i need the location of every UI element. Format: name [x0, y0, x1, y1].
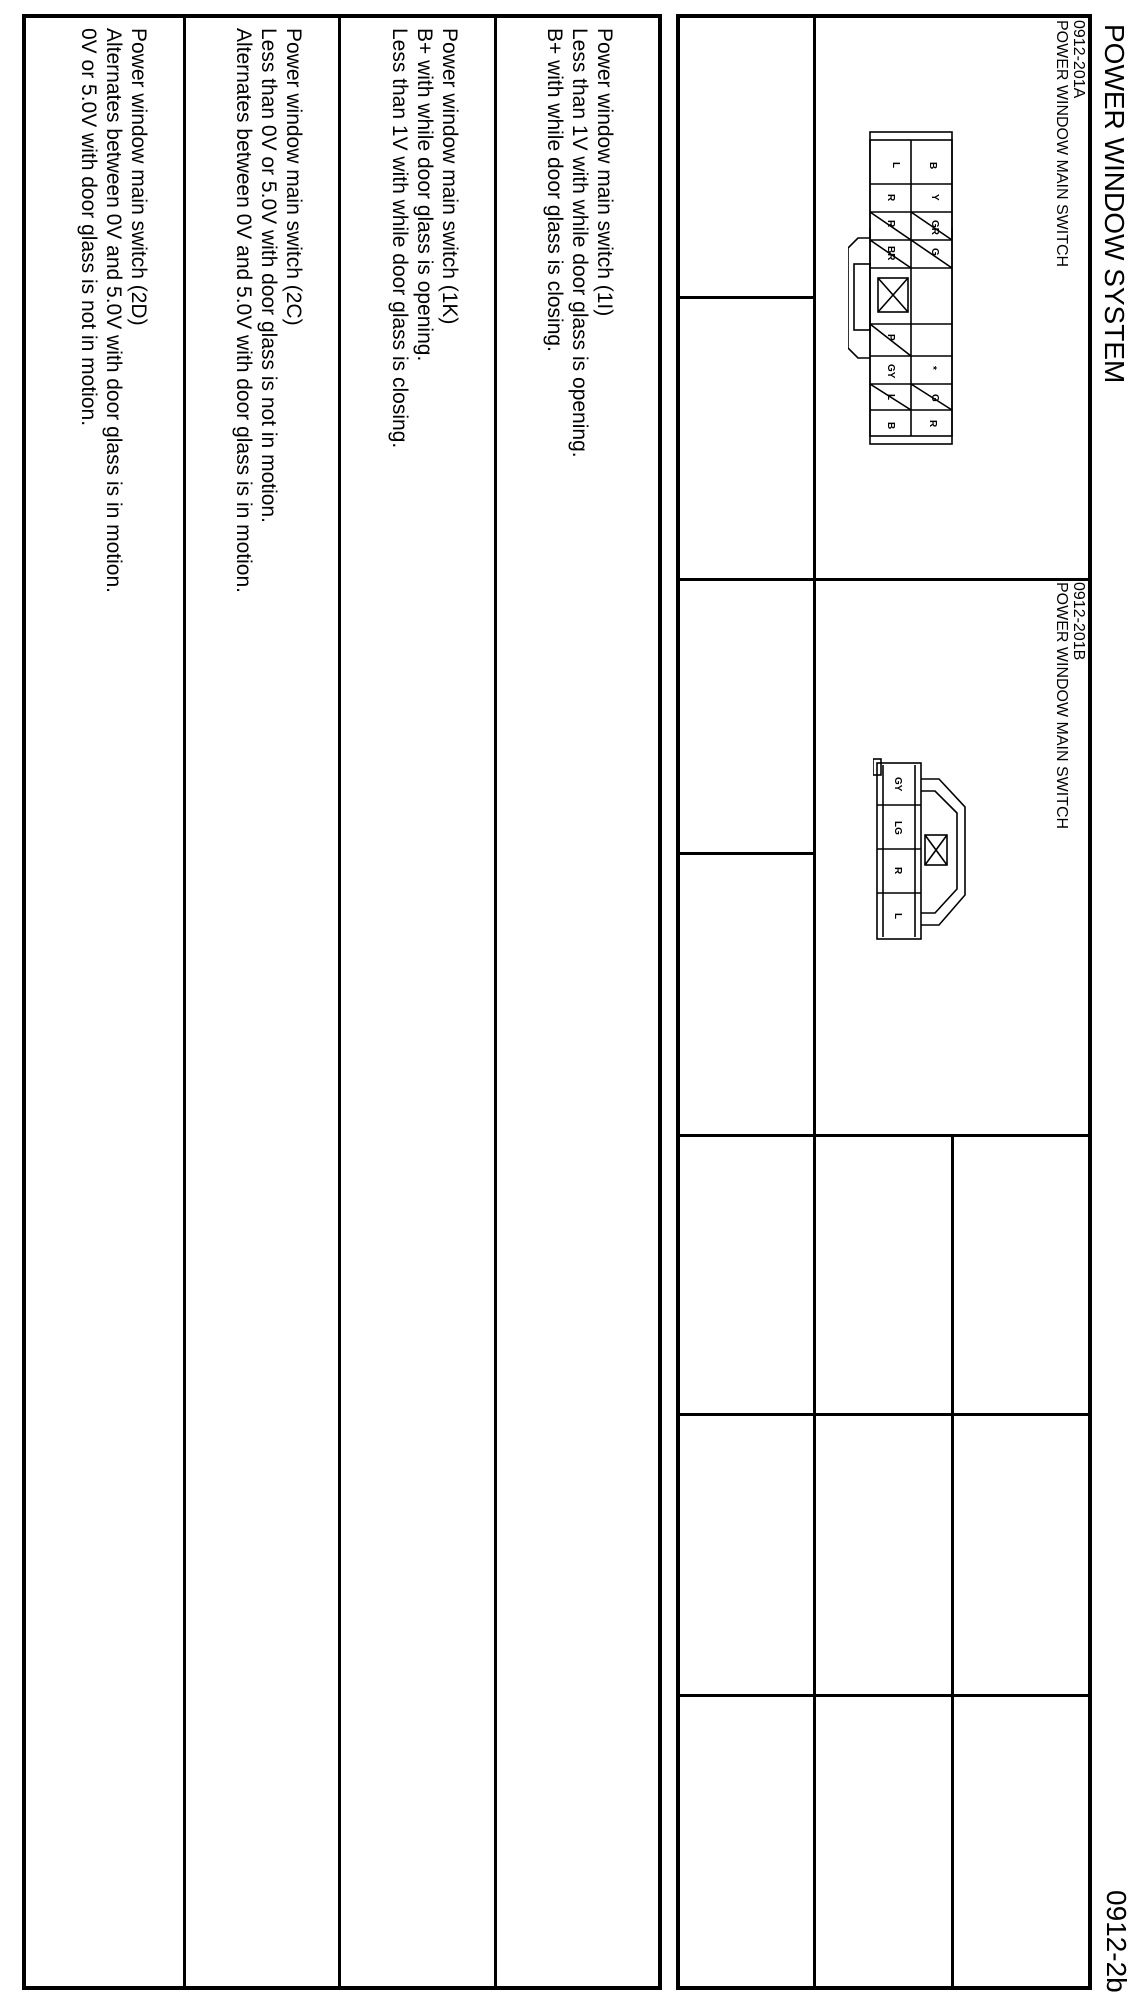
connector-a-label	[1053, 20, 1087, 267]
pin-label: GY	[885, 364, 896, 379]
grid-divider	[676, 578, 1092, 581]
pin-label: *	[927, 366, 938, 370]
pin-label: GR	[929, 220, 940, 235]
pin-label: GY	[892, 777, 903, 792]
pin-label: B	[927, 162, 938, 170]
note-line: Less than 1V with while door glass is opening.	[568, 28, 591, 458]
pin-label: R	[927, 420, 938, 428]
pin-label: BR	[885, 246, 896, 261]
page-title: POWER WINDOW SYSTEM	[1099, 24, 1130, 384]
connector-a-id: 0912-201A	[1070, 20, 1087, 99]
grid-divider	[676, 1694, 1092, 1697]
pin-label: L	[885, 394, 896, 401]
pin-label: R	[892, 867, 903, 875]
grid-divider	[676, 1413, 1092, 1416]
note-line: B+ with while door glass is closing.	[543, 28, 566, 352]
note-line: Power window main switch (1K)	[438, 28, 461, 325]
connector-b-name: POWER WINDOW MAIN SWITCH	[1053, 582, 1070, 830]
grid-divider	[951, 1134, 954, 1990]
note-line: 0V or 5.0V with door glass is not in motion.	[77, 28, 100, 427]
connector-b-diagram	[873, 755, 969, 945]
notes-divider	[183, 14, 186, 1990]
grid-divider	[676, 852, 815, 855]
pin-label: LG	[892, 821, 903, 835]
connector-b-id: 0912-201B	[1070, 582, 1087, 661]
pin-label: G	[929, 394, 940, 402]
note-line: Alternates between 0V and 5.0V with door glass is in motion.	[102, 28, 125, 593]
note-line: Alternates between 0V and 5.0V with door glass is in motion.	[232, 28, 255, 593]
page-number: 0912-2b	[1101, 1890, 1132, 1993]
note-line: Power window main switch (2C)	[282, 28, 305, 326]
grid-divider	[676, 296, 815, 299]
note-3	[231, 28, 306, 593]
note-line: Power window main switch (1I)	[593, 28, 616, 317]
pin-label: L	[890, 162, 901, 169]
connector-a-name: POWER WINDOW MAIN SWITCH	[1053, 20, 1070, 268]
note-2	[387, 28, 462, 448]
note-line: Less than 0V or 5.0V with door glass is not in motion.	[257, 28, 280, 523]
grid-divider	[676, 1134, 1092, 1137]
connector-a-diagram	[848, 128, 958, 448]
pin-label: R	[885, 194, 896, 202]
pin-label: R	[885, 220, 896, 228]
connector-b-label	[1053, 582, 1087, 829]
pin-label: P	[885, 334, 896, 341]
pin-label: Y	[929, 194, 940, 201]
notes-divider	[338, 14, 341, 1990]
note-line: Power window main switch (2D)	[127, 28, 150, 326]
pin-label: L	[892, 913, 903, 920]
pin-label: G	[929, 248, 940, 256]
notes-divider	[494, 14, 497, 1990]
pin-label: B	[885, 422, 896, 430]
note-line: B+ with while door glass is opening.	[413, 28, 436, 362]
note-line: Less than 1V with while door glass is closing.	[388, 28, 411, 449]
note-1	[542, 28, 617, 458]
note-4	[76, 28, 151, 593]
